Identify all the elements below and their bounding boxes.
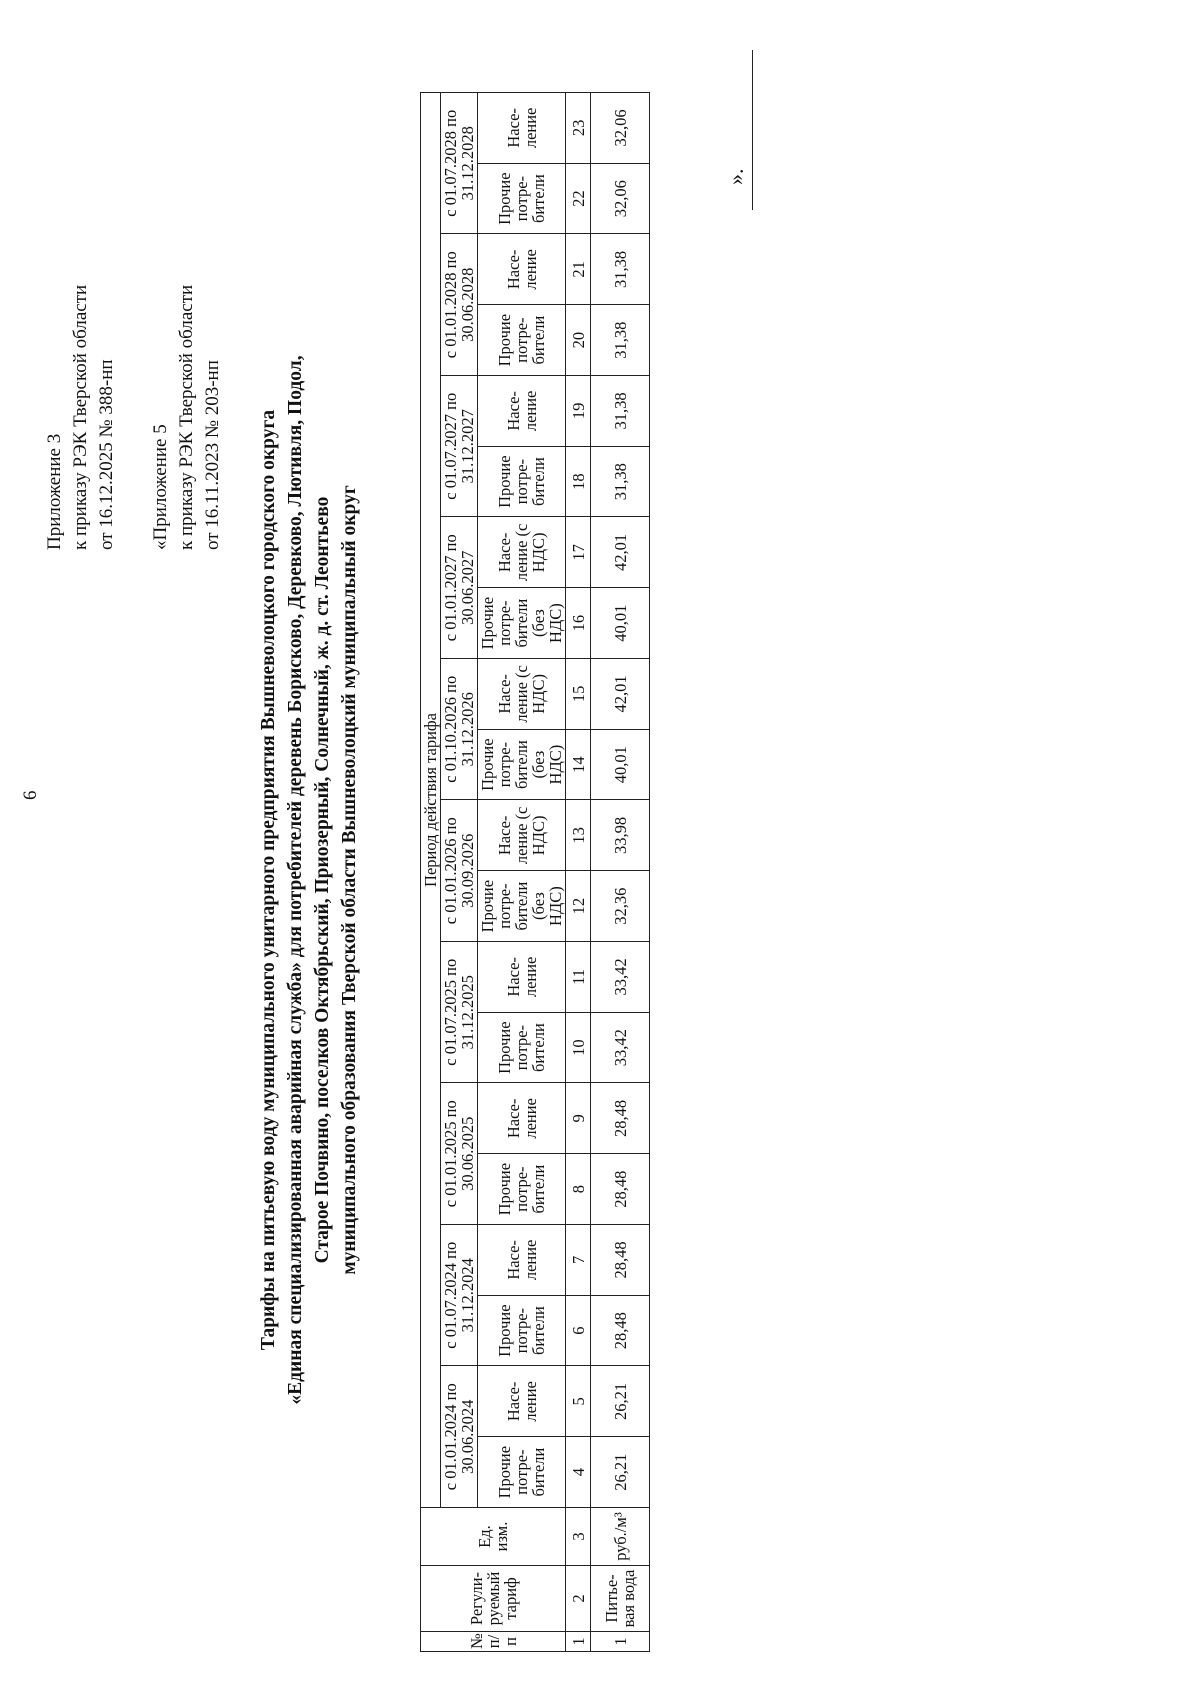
row-value: 32,36 bbox=[591, 871, 650, 942]
row-value: 33,98 bbox=[591, 800, 650, 871]
appendix-previous-line2: к приказу РЭК Тверской области bbox=[176, 284, 197, 550]
column-number: 13 bbox=[566, 800, 591, 871]
row-number: 1 bbox=[591, 1632, 650, 1652]
period-label: с 01.01.2025 по 30.06.2025 bbox=[441, 1083, 478, 1225]
row-value: 28,48 bbox=[591, 1295, 650, 1366]
row-value: 42,01 bbox=[591, 517, 650, 588]
period-label: с 01.01.2026 по 30.09.2026 bbox=[441, 800, 478, 942]
consumer-group-other: Прочие потре-бители bbox=[478, 163, 566, 234]
appendix-previous-line1: «Приложение 5 bbox=[150, 424, 171, 550]
column-number: 23 bbox=[566, 93, 591, 164]
column-number: 9 bbox=[566, 1083, 591, 1154]
tariff-table-body bbox=[421, 93, 650, 1652]
column-number: 12 bbox=[566, 871, 591, 942]
consumer-group-population: Насе-ление (с НДС) bbox=[478, 517, 566, 588]
column-number: 21 bbox=[566, 234, 591, 305]
column-number: 5 bbox=[566, 1366, 591, 1437]
consumer-group-other: Прочие потре-бители bbox=[478, 1295, 566, 1366]
period-label: с 01.01.2028 по 30.06.2028 bbox=[441, 234, 478, 376]
consumer-group-other: Прочие потре-бители bbox=[478, 446, 566, 517]
consumer-group-other: Прочие потре-бители (без НДС) bbox=[478, 729, 566, 800]
consumer-group-population: Насе-ление bbox=[478, 376, 566, 447]
column-number: 18 bbox=[566, 446, 591, 517]
appendix-previous bbox=[148, 285, 226, 550]
document-page bbox=[20, 30, 780, 1680]
row-value: 26,21 bbox=[591, 1437, 650, 1508]
column-number: 22 bbox=[566, 163, 591, 234]
column-number: 8 bbox=[566, 1154, 591, 1225]
row-value: 40,01 bbox=[591, 729, 650, 800]
column-number: 7 bbox=[566, 1225, 591, 1296]
consumer-group-population: Насе-ление (с НДС) bbox=[478, 800, 566, 871]
row-value: 40,01 bbox=[591, 588, 650, 659]
consumer-group-other: Прочие потре-бители bbox=[478, 1154, 566, 1225]
page-number: 6 bbox=[20, 790, 41, 800]
period-label: с 01.07.2024 по 31.12.2024 bbox=[441, 1225, 478, 1367]
tariff-table bbox=[420, 92, 650, 1652]
row-value: 31,38 bbox=[591, 305, 650, 376]
consumer-group-population: Насе-ление bbox=[478, 234, 566, 305]
column-number: 4 bbox=[566, 1437, 591, 1508]
period-label: с 01.10.2026 по 31.12.2026 bbox=[441, 659, 478, 801]
column-number: 1 bbox=[566, 1632, 591, 1652]
column-number: 20 bbox=[566, 305, 591, 376]
column-number: 14 bbox=[566, 729, 591, 800]
header-tariff: Регули-руемый тариф bbox=[421, 1566, 566, 1632]
title-line1: Тарифы на питьевую воду муниципального унитарного предприятия Вышневолоцкого городского округа bbox=[258, 409, 279, 1351]
consumer-group-population: Насе-ление bbox=[478, 1083, 566, 1154]
header-unit: Ед. изм. bbox=[421, 1508, 566, 1566]
column-number: 2 bbox=[566, 1566, 591, 1632]
column-number: 16 bbox=[566, 588, 591, 659]
consumer-group-other: Прочие потре-бители (без НДС) bbox=[478, 871, 566, 942]
consumer-group-other: Прочие потре-бители bbox=[478, 1437, 566, 1508]
row-value: 28,48 bbox=[591, 1225, 650, 1296]
column-number: 10 bbox=[566, 1012, 591, 1083]
consumer-group-population: Насе-ление bbox=[478, 1366, 566, 1437]
header-row bbox=[421, 93, 441, 1652]
column-number: 19 bbox=[566, 376, 591, 447]
row-value: 31,38 bbox=[591, 376, 650, 447]
column-number: 17 bbox=[566, 517, 591, 588]
row-value: 33,42 bbox=[591, 1012, 650, 1083]
appendix-previous-line3: от 16.11.2023 № 203-нп bbox=[202, 360, 223, 550]
header-period: Период действия тарифа bbox=[421, 93, 441, 1508]
column-number-row bbox=[566, 93, 591, 1652]
consumer-group-other: Прочие потре-бители bbox=[478, 305, 566, 376]
appendix-current-line2: к приказу РЭК Тверской области bbox=[70, 284, 91, 550]
column-number: 15 bbox=[566, 659, 591, 730]
consumer-group-population: Насе-ление bbox=[478, 93, 566, 164]
period-label: с 01.07.2028 по 31.12.2028 bbox=[441, 93, 478, 235]
title-line2: «Единая специализированная аварийная служба» для потребителей деревень Борисково, Деревково, Лютивля, Подол, bbox=[285, 355, 306, 1405]
appendix-current-line3: от 16.12.2025 № 388-нп bbox=[96, 359, 117, 550]
consumer-group-population: Насе-ление bbox=[478, 1225, 566, 1296]
document-title bbox=[255, 140, 363, 1620]
period-label: с 01.01.2024 по 30.06.2024 bbox=[441, 1366, 478, 1508]
period-row bbox=[441, 93, 478, 1652]
header-no: № п/п bbox=[421, 1632, 566, 1652]
appendix-current-line1: Приложение 3 bbox=[44, 433, 65, 550]
period-label: с 01.07.2025 по 31.12.2025 bbox=[441, 942, 478, 1084]
column-number: 3 bbox=[566, 1508, 591, 1566]
row-value: 31,38 bbox=[591, 234, 650, 305]
row-unit: руб./м³ bbox=[591, 1508, 650, 1566]
column-number: 6 bbox=[566, 1295, 591, 1366]
row-value: 32,06 bbox=[591, 163, 650, 234]
consumer-group-other: Прочие потре-бители bbox=[478, 1012, 566, 1083]
row-tariff: Питье-вая вода bbox=[591, 1566, 650, 1632]
consumer-group-other: Прочие потре-бители (без НДС) bbox=[478, 588, 566, 659]
closing-quote: ». bbox=[723, 168, 748, 185]
consumer-group-population: Насе-ление (с НДС) bbox=[478, 659, 566, 730]
title-line3: Старое Почвино, поселков Октябрьский, Приозерный, Солнечный, ж. д. ст. Леонтьево bbox=[312, 496, 333, 1264]
footer-rule bbox=[752, 50, 753, 210]
period-label: с 01.07.2027 по 31.12.2027 bbox=[441, 376, 478, 518]
row-value: 31,38 bbox=[591, 446, 650, 517]
table-row bbox=[591, 93, 650, 1652]
row-value: 42,01 bbox=[591, 659, 650, 730]
row-value: 32,06 bbox=[591, 93, 650, 164]
row-value: 33,42 bbox=[591, 942, 650, 1013]
period-label: с 01.01.2027 по 30.06.2027 bbox=[441, 517, 478, 659]
row-value: 28,48 bbox=[591, 1083, 650, 1154]
row-value: 28,48 bbox=[591, 1154, 650, 1225]
column-number: 11 bbox=[566, 942, 591, 1013]
consumer-group-row bbox=[478, 93, 566, 1652]
consumer-group-population: Насе-ление bbox=[478, 942, 566, 1013]
title-line4: муниципального образования Тверской области Вышневолоцкий муниципальный округ bbox=[339, 485, 360, 1275]
row-value: 26,21 bbox=[591, 1366, 650, 1437]
appendix-current bbox=[42, 285, 120, 550]
